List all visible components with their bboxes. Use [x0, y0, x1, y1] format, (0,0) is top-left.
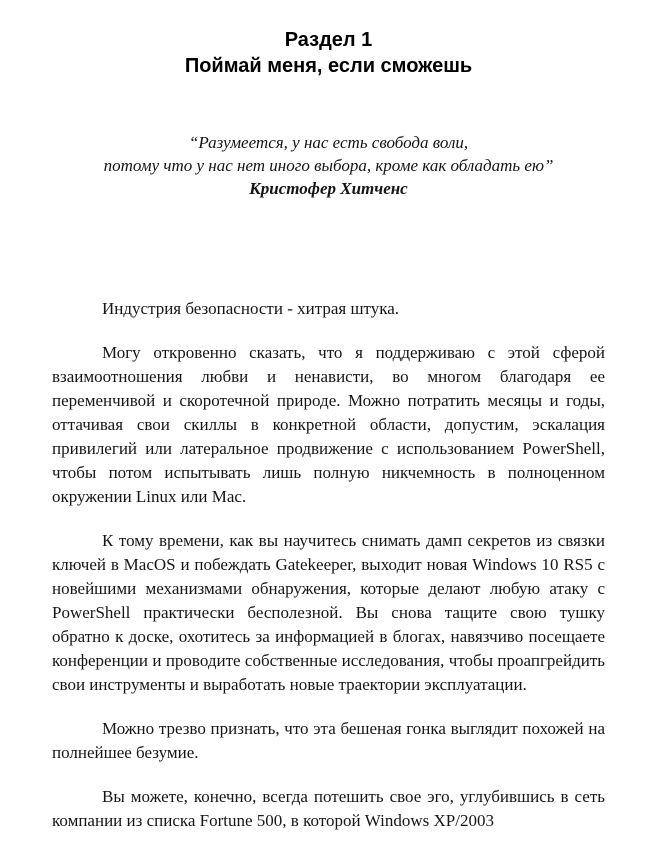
chapter-title: Поймай меня, если сможешь	[184, 55, 473, 77]
paragraph: Могу откровенно сказать, что я поддерживаю с этой сферой взаимоотношения любви и ненависти, во многом благодаря ее переменчивой и скоротечной природе. Можно потратить месяцы и годы, оттачивая свои скиллы в конкретной области, допустим, эскалация привилегий или латеральное продвижение с использованием PowerShell, чтобы потом испытывать лишь полную никчемность в полноценном окружении Linux или Mac.	[52, 343, 605, 506]
epigraph-attribution: Кристофер Хитченс	[249, 179, 408, 198]
paragraph: Можно трезво признать, что эта бешеная гонка выглядит похожей на полнейшее безумие.	[52, 719, 605, 762]
paragraph: Вы можете, конечно, всегда потешить свое эго, углубившись в сеть компании из списка Fortune 500, в которой Windows XP/2003	[52, 787, 605, 830]
chapter-number: Раздел 1	[284, 29, 373, 51]
chapter-heading	[0, 0, 657, 79]
epigraph-quote-line1: “Разумеется, у нас есть свобода воли,	[188, 133, 469, 152]
paragraph: К тому времени, как вы научитесь снимать дамп секретов из связки ключей в MacOS и побеждать Gatekeeper, выходит новая Windows 10 RS5 с новейшими механизмами обнаружения, которые делают любую атаку с PowerShell практически бесполезной. Вы снова тащите свою тушку обратно к доске, охотитесь за информацией в блогах, навязчиво посещаете конференции и проводите собственные исследования, чтобы проапгрейдить свои инструменты и выработать новые траектории эксплуатации.	[52, 531, 605, 694]
body-text	[52, 297, 605, 833]
epigraph-quote-line2: потому что у нас нет иного выбора, кроме как обладать ею”	[103, 156, 554, 175]
paragraph: Индустрия безопасности - хитрая штука.	[102, 299, 400, 318]
epigraph	[0, 131, 657, 200]
